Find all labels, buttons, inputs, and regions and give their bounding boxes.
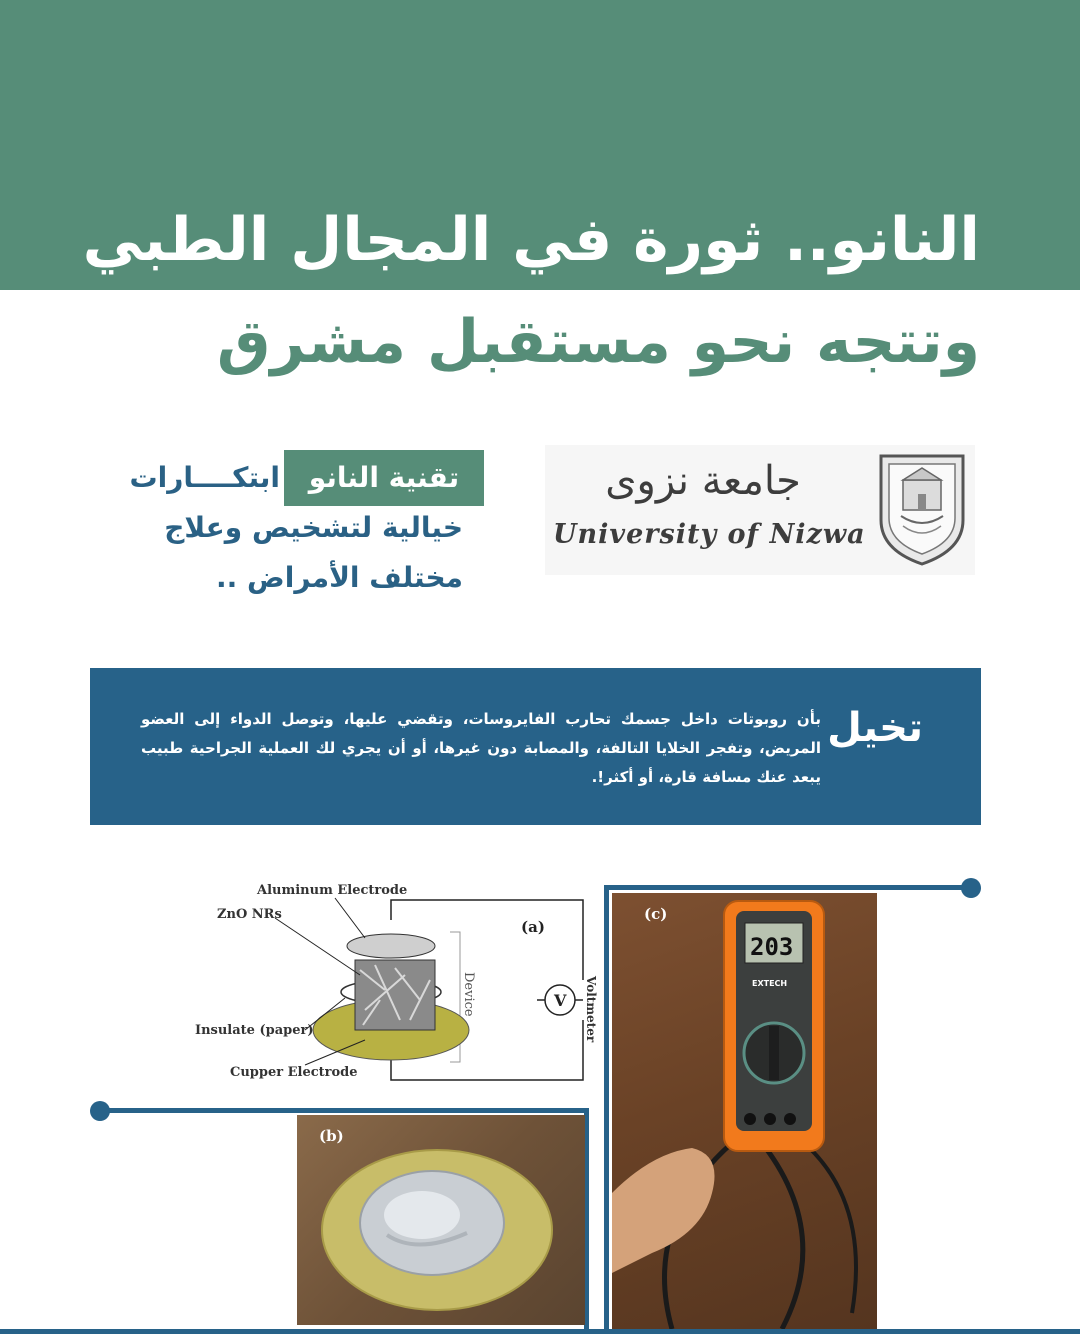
title-line-1: النانو.. ثورة في المجال الطبي — [82, 205, 980, 275]
imagine-heading: تخيل — [827, 705, 923, 751]
subtitle-line-3: مختلف الأمراض .. — [216, 561, 463, 594]
connector-line-right-vertical — [604, 885, 609, 1330]
connector-line-top — [604, 885, 972, 890]
university-logo — [545, 445, 975, 575]
label-panel-b: (b) — [319, 1127, 344, 1145]
university-crest-icon — [873, 450, 971, 568]
connector-dot-middle — [90, 1101, 110, 1121]
device-schematic — [195, 880, 600, 1100]
label-device: Device — [461, 972, 476, 1017]
connector-line-bottom — [0, 1329, 1080, 1334]
connector-dot-top — [961, 878, 981, 898]
title-line-2: وتتجه نحو مستقبل مشرق — [216, 307, 980, 377]
imagine-box — [90, 668, 981, 825]
meter-reading: 203 — [750, 933, 794, 961]
label-panel-a: (a) — [521, 918, 545, 936]
label-aluminum-electrode: Aluminum Electrode — [257, 883, 408, 898]
label-insulate: Insulate (paper) — [195, 1023, 314, 1038]
connector-line-middle — [100, 1108, 588, 1113]
subtitle-line-2: خيالية لتشخيص وعلاج — [164, 511, 463, 544]
subtitle-highlight: تقنية النانو — [284, 450, 484, 506]
imagine-paragraph: بأن روبوتات داخل جسمك تحارب الفايروسات، وتقضي عليها، وتوصل الدواء إلى العضو المريض، وتفجر الخلايا التالفة، والمصابة دون غيرها، أو أن يجري لك العملية الجراحية طبيب يبعد عنك مسافة قارة، أو أكثر!. — [141, 710, 821, 786]
label-cupper-electrode: Cupper Electrode — [230, 1065, 358, 1080]
subtitle-line-1: ابتكــــارات — [129, 461, 280, 494]
label-zno-nrs: ZnO NRs — [217, 907, 282, 922]
label-panel-c: (c) — [644, 905, 668, 923]
meter-brand: EXTECH — [752, 979, 788, 988]
university-name-english: University of Nizwa — [553, 519, 866, 550]
label-voltmeter: Voltmeter — [584, 976, 598, 1043]
multimeter-photo — [612, 893, 877, 1329]
university-name-arabic: جامعة نزوى — [605, 458, 801, 504]
sample-photo — [297, 1115, 585, 1325]
v-symbol-label: V — [554, 991, 567, 1010]
